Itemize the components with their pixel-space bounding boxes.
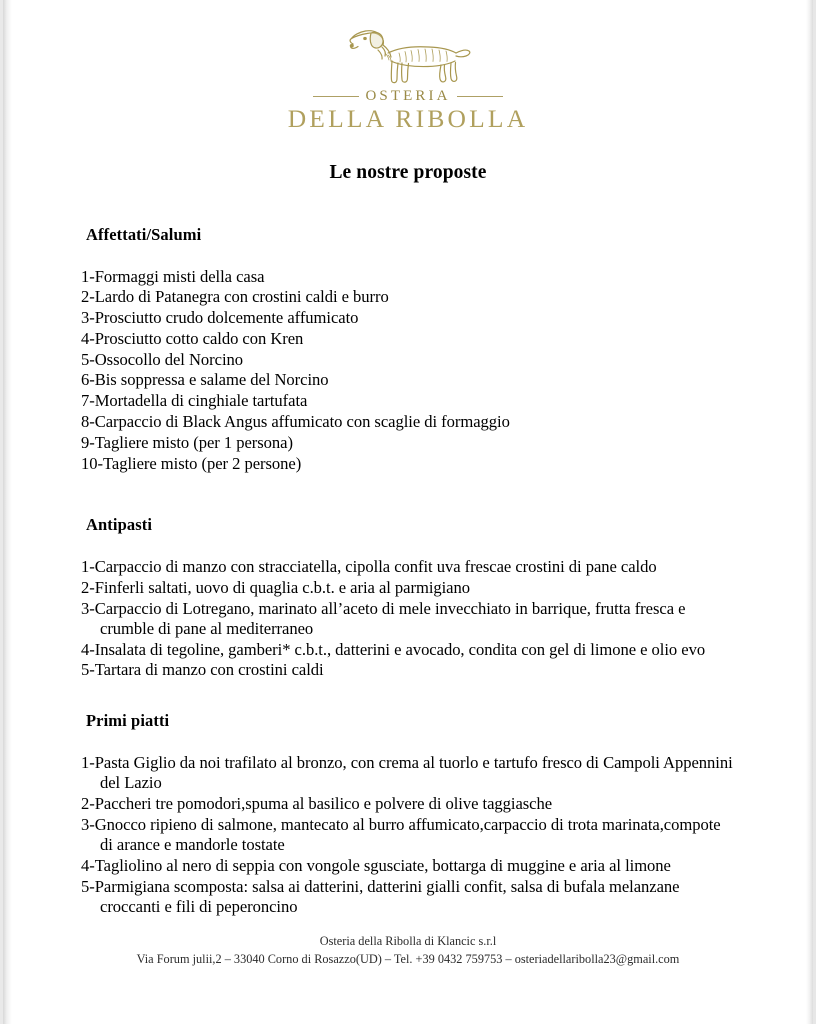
section-heading: Antipasti — [86, 514, 152, 534]
logo-ribolla-text: DELLA RIBOLLA — [287, 104, 529, 133]
page-footer — [3, 933, 813, 968]
menu-item-list — [81, 557, 735, 681]
menu-item: 1-Carpaccio di manzo con stracciatella, cipolla confit uva frescae crostini di pane caldo — [81, 556, 657, 576]
menu-item: 10-Tagliere misto (per 2 persone) — [81, 453, 302, 473]
logo-rule-right — [457, 96, 503, 98]
menu-item: 2-Paccheri tre pomodori,spuma al basilico e polvere di olive taggiasche — [81, 793, 553, 813]
logo-rule-left — [313, 96, 359, 98]
section-heading: Affettati/Salumi — [86, 224, 202, 244]
menu-section-affettati-salumi — [81, 225, 735, 474]
menu-item: 3-Prosciutto crudo dolcemente affumicato — [81, 308, 359, 328]
menu-item-list — [81, 267, 735, 474]
logo-osteria-text: OSTERIA — [365, 88, 451, 104]
footer-contact-line: Via Forum julii,2 – 33040 Corno di Rosazzo(UD) – Tel. +39 0432 759753 – osteriadellaribolla23@gmail.com — [136, 951, 680, 966]
menu-item: 4-Tagliolino al nero di seppia con vongole sgusciate, bottarga di muggine e aria al limone — [81, 855, 671, 875]
restaurant-logo — [81, 0, 735, 132]
menu-item: 2-Lardo di Patanegra con crostini caldi e burro — [81, 287, 389, 307]
section-heading: Primi piatti — [86, 710, 170, 730]
menu-item: 1-Formaggi misti della casa — [81, 266, 265, 286]
menu-item: 7-Mortadella di cinghiale tartufata — [81, 391, 308, 411]
menu-item: 5-Ossocollo del Norcino — [81, 349, 243, 369]
footer-company-name: Osteria della Ribolla di Klancic s.r.l — [319, 934, 497, 948]
menu-item: 9-Tagliere misto (per 1 persona) — [81, 432, 293, 452]
dachshund-dog-icon — [343, 22, 473, 88]
menu-item: 6-Bis soppressa e salame del Norcino — [81, 370, 329, 390]
menu-item: 5-Tartara di manzo con crostini caldi — [81, 660, 324, 680]
page-title: Le nostre proposte — [329, 161, 487, 183]
menu-item: 4-Insalata di tegoline, gamberi* c.b.t., datterini e avocado, condita con gel di limone e olio evo — [81, 639, 706, 659]
menu-section-primi-piatti — [81, 711, 735, 917]
menu-item-list — [81, 753, 735, 917]
menu-section-antipasti — [81, 515, 735, 681]
menu-item: 3-Gnocco ripieno di salmone, mantecato al burro affumicato,carpaccio di trota marinata,compote di arance e mandorle tostate — [81, 814, 721, 854]
menu-item: 8-Carpaccio di Black Angus affumicato con scaglie di formaggio — [81, 412, 510, 432]
menu-item: 5-Parmigiana scomposta: salsa ai datterini, datterini gialli confit, salsa di bufala melanzane croccanti e fili di peperoncino — [81, 876, 680, 916]
menu-item: 1-Pasta Giglio da noi trafilato al bronzo, con crema al tuorlo e tartufo fresco di Campoli Appennini del Lazio — [81, 752, 733, 793]
menu-item: 3-Carpaccio di Lotregano, marinato all’aceto di mele invecchiato in barrique, frutta fresca e crumble di pane al mediterraneo — [81, 598, 686, 638]
menu-item: 4-Prosciutto cotto caldo con Kren — [81, 328, 304, 348]
menu-item: 2-Finferli saltati, uovo di quaglia c.b.t. e aria al parmigiano — [81, 577, 470, 597]
